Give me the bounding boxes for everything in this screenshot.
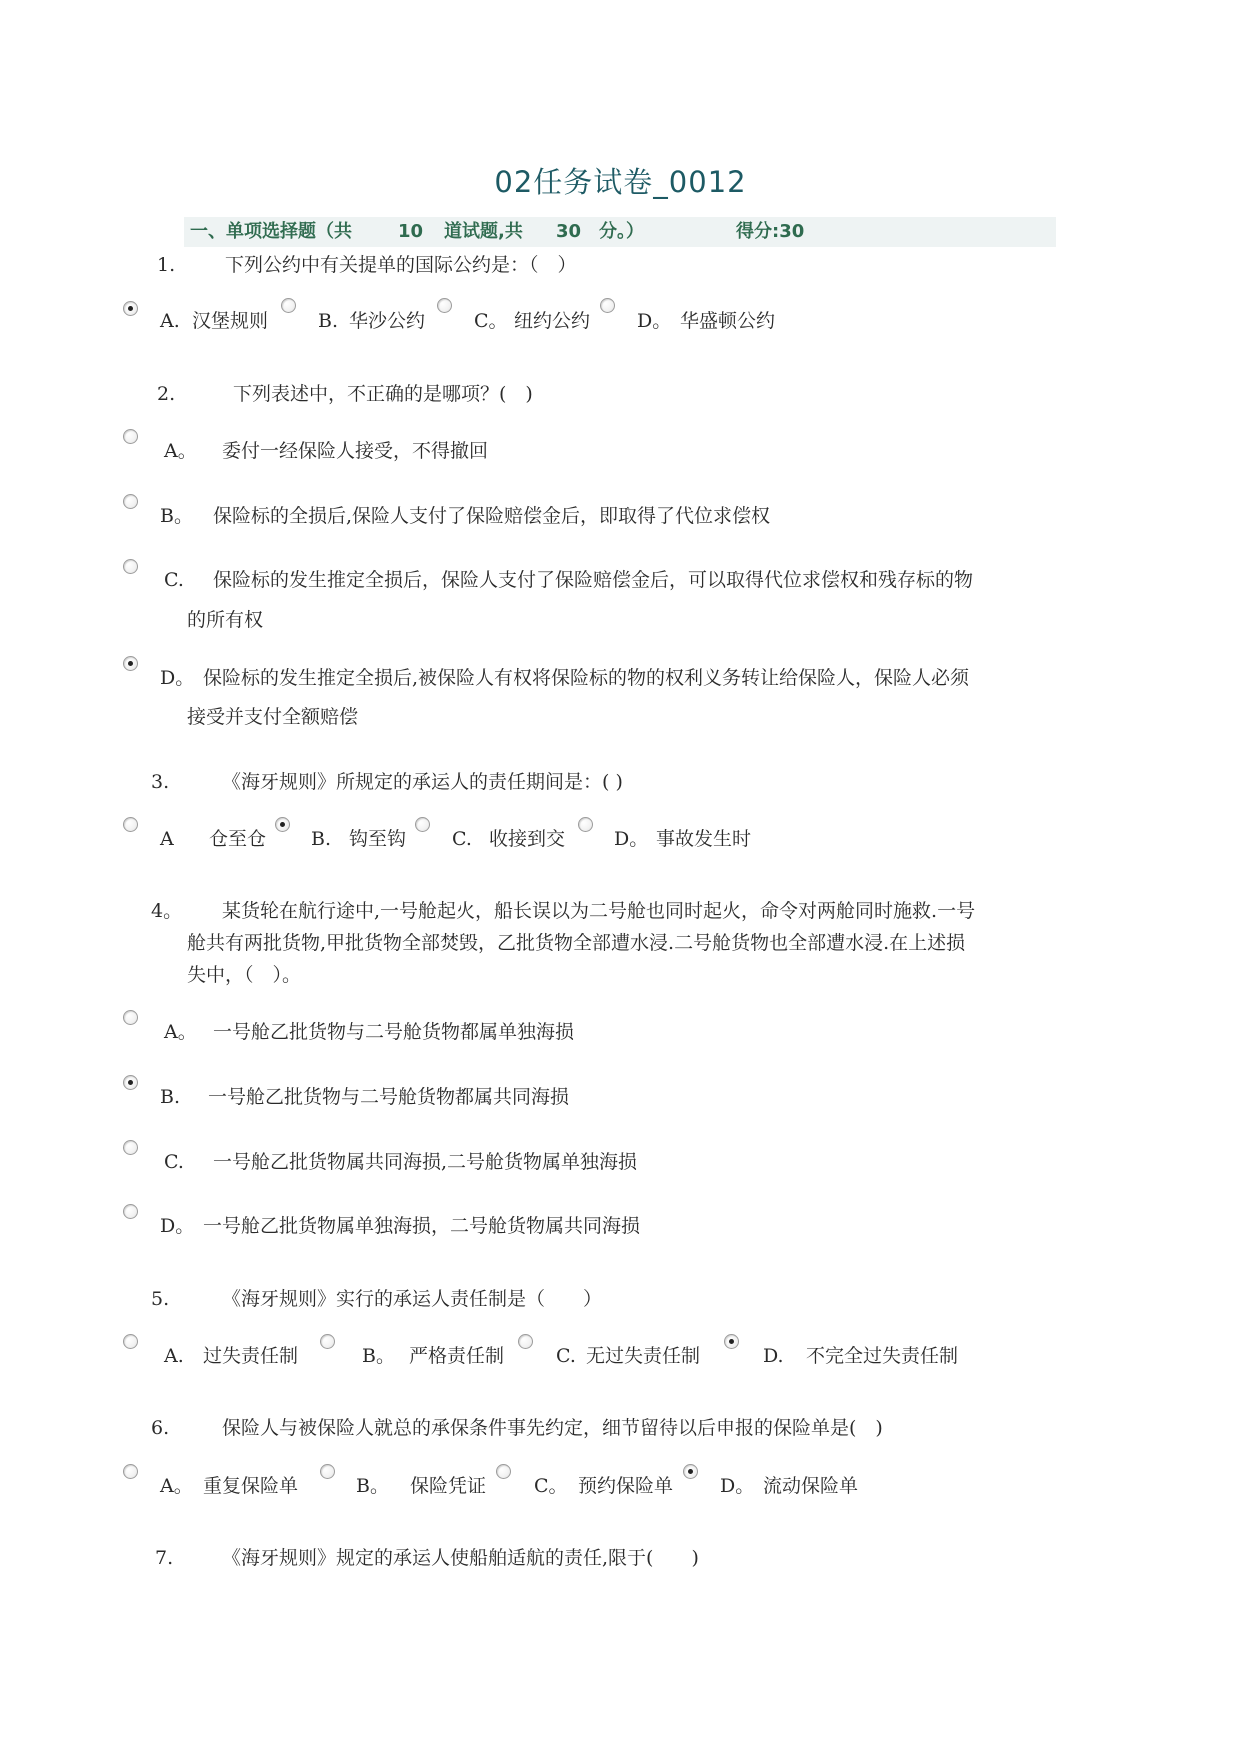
radio-q3-a[interactable] — [123, 817, 138, 832]
radio-q3-b[interactable] — [275, 817, 290, 832]
option-text: 预约保险单 — [578, 1475, 674, 1497]
option-letter: C. — [164, 569, 184, 591]
option-letter: A. — [164, 1345, 184, 1367]
option-text-continued: 接受并支付全额赔偿 — [187, 706, 359, 728]
option-letter: D。 — [720, 1475, 755, 1497]
question-text: 《海牙规则》所规定的承运人的责任期间是：( ) — [222, 771, 623, 793]
option-text: 一号舱乙批货物属共同海损,二号舱货物属单独海损 — [213, 1151, 638, 1173]
option-letter: B. — [311, 828, 332, 850]
question-number: 3. — [151, 771, 170, 793]
option-letter: A — [160, 828, 174, 850]
option-letter: A。 — [164, 1021, 197, 1043]
option-letter: D. — [763, 1345, 784, 1367]
question-text: 保险人与被保险人就总的承保条件事先约定，细节留待以后申报的保险单是( ) — [222, 1417, 883, 1439]
option-text: 流动保险单 — [763, 1475, 859, 1497]
radio-q5-c[interactable] — [518, 1334, 533, 1349]
option-text-continued: 的所有权 — [187, 609, 264, 631]
option-letter: D。 — [160, 1215, 195, 1237]
radio-q1-d[interactable] — [600, 298, 615, 313]
question-text-continued: 舱共有两批货物,甲批货物全部焚毁，乙批货物全部遭水浸.二号舱货物也全部遭水浸.在上述损 — [187, 932, 966, 954]
question-text: 《海牙规则》实行的承运人责任制是（ ） — [222, 1288, 603, 1310]
radio-q2-d[interactable] — [123, 656, 138, 671]
radio-q6-c[interactable] — [496, 1464, 511, 1479]
option-text: 过失责任制 — [203, 1345, 299, 1367]
radio-q2-a[interactable] — [123, 429, 138, 444]
radio-q3-d[interactable] — [578, 817, 593, 832]
option-text: 一号舱乙批货物与二号舱货物都属共同海损 — [208, 1086, 570, 1108]
section-label: 一、单项选择题（共 — [190, 221, 352, 242]
question-text: 下列表述中，不正确的是哪项？( ) — [233, 383, 533, 405]
option-letter: B。 — [160, 505, 193, 527]
radio-q3-c[interactable] — [415, 817, 430, 832]
option-letter: C. — [452, 828, 472, 850]
option-letter: B. — [160, 1086, 181, 1108]
option-text: 一号舱乙批货物与二号舱货物都属单独海损 — [213, 1021, 575, 1043]
option-letter: D。 — [160, 667, 195, 689]
question-text: 某货轮在航行途中,一号舱起火，船长误以为二号舱也同时起火，命令对两舱同时施救.一号 — [222, 900, 976, 922]
question-number: 4。 — [151, 900, 183, 922]
radio-q5-b[interactable] — [320, 1334, 335, 1349]
option-text: 委付一经保险人接受，不得撤回 — [222, 440, 489, 462]
option-text: 一号舱乙批货物属单独海损，二号舱货物属共同海损 — [203, 1215, 641, 1237]
section-points: 30 — [556, 221, 582, 242]
radio-q4-d[interactable] — [123, 1204, 138, 1219]
radio-q2-c[interactable] — [123, 559, 138, 574]
radio-q6-a[interactable] — [123, 1464, 138, 1479]
option-text: 保险标的发生推定全损后，保险人支付了保险赔偿金后，可以取得代位求偿权和残存标的物 — [213, 569, 974, 591]
option-letter: B。 — [362, 1345, 395, 1367]
question-number: 1. — [157, 254, 176, 276]
option-text: 华沙公约 — [349, 310, 426, 332]
radio-q1-c[interactable] — [437, 298, 452, 313]
question-number: 7. — [155, 1547, 174, 1569]
option-letter: B。 — [356, 1475, 389, 1497]
page-title: 02任务试卷_0012 — [494, 165, 747, 199]
option-letter: B. — [318, 310, 339, 332]
option-letter: C. — [556, 1345, 576, 1367]
section-question-count: 10 — [398, 221, 424, 242]
option-letter: C。 — [474, 310, 508, 332]
option-text: 严格责任制 — [409, 1345, 505, 1367]
question-number: 6. — [151, 1417, 170, 1439]
option-text: 不完全过失责任制 — [806, 1345, 959, 1367]
section-score: 得分:30 — [736, 221, 805, 242]
radio-q1-b[interactable] — [281, 298, 296, 313]
option-letter: D。 — [637, 310, 672, 332]
option-text: 华盛顿公约 — [680, 310, 776, 332]
option-text: 重复保险单 — [203, 1475, 299, 1497]
option-letter: A. — [160, 310, 180, 332]
option-letter: C. — [164, 1151, 184, 1173]
radio-q4-a[interactable] — [123, 1010, 138, 1025]
option-text: 收接到交 — [489, 828, 566, 850]
option-text: 汉堡规则 — [192, 310, 269, 332]
option-text: 保险标的发生推定全损后,被保险人有权将保险标的物的权利义务转让给保险人，保险人必须 — [203, 667, 970, 689]
question-number: 5. — [151, 1288, 170, 1310]
option-text: 钩至钩 — [349, 828, 407, 850]
option-text: 无过失责任制 — [586, 1345, 701, 1367]
option-letter: A。 — [164, 440, 197, 462]
radio-q2-b[interactable] — [123, 494, 138, 509]
section-label-3: 分。） — [599, 221, 644, 242]
option-text: 保险凭证 — [410, 1475, 487, 1497]
question-number: 2. — [157, 383, 176, 405]
section-label-2: 道试题,共 — [444, 221, 523, 242]
option-text: 仓至仓 — [209, 828, 267, 850]
radio-q4-b[interactable] — [123, 1075, 138, 1090]
option-text: 纽约公约 — [514, 310, 591, 332]
question-text: 下列公约中有关提单的国际公约是：（ ） — [225, 254, 577, 276]
question-text-continued: 失中，（ ）。 — [187, 964, 302, 986]
option-text: 保险标的全损后,保险人支付了保险赔偿金后，即取得了代位求偿权 — [213, 505, 771, 527]
radio-q6-b[interactable] — [320, 1464, 335, 1479]
option-letter: C。 — [534, 1475, 568, 1497]
question-text: 《海牙规则》规定的承运人使船舶适航的责任,限于( ) — [222, 1547, 699, 1569]
radio-q5-a[interactable] — [123, 1334, 138, 1349]
option-letter: A。 — [160, 1475, 193, 1497]
radio-q5-d[interactable] — [724, 1334, 739, 1349]
option-text: 事故发生时 — [656, 828, 752, 850]
radio-q6-d[interactable] — [683, 1464, 698, 1479]
option-letter: D。 — [614, 828, 649, 850]
radio-q4-c[interactable] — [123, 1140, 138, 1155]
radio-q1-a[interactable] — [123, 301, 138, 316]
